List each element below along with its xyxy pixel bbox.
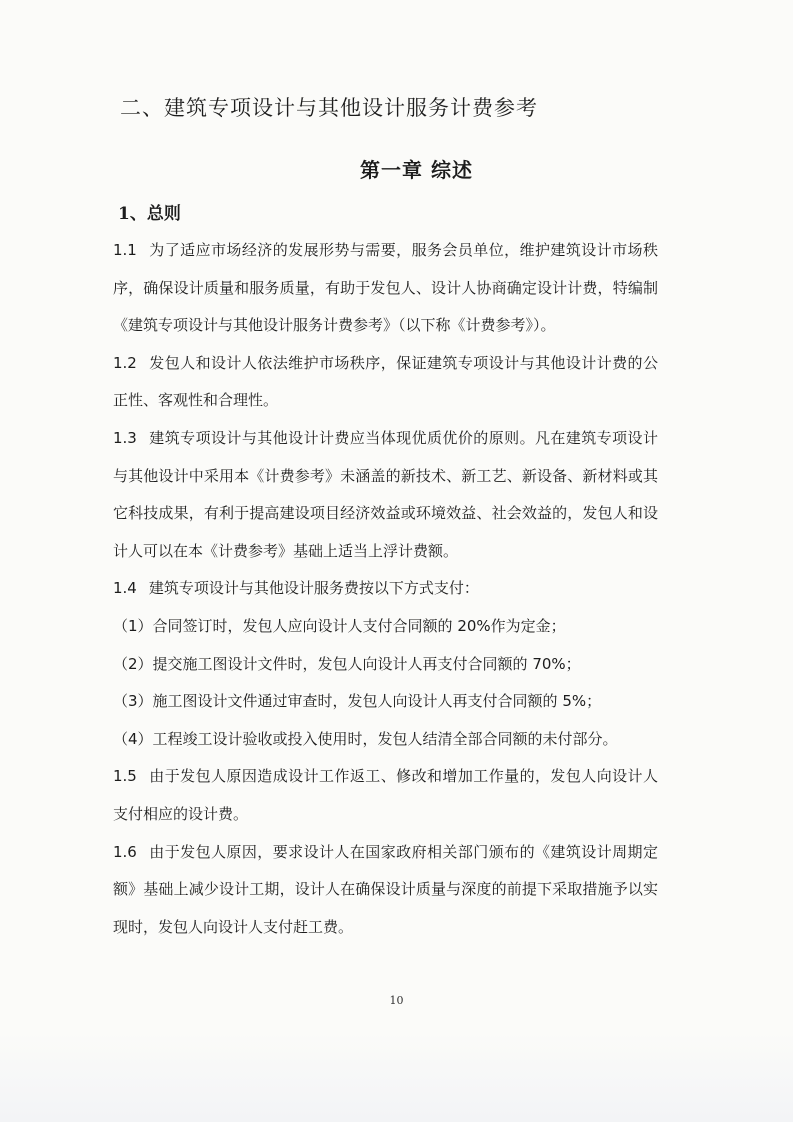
paragraph-1-3: [113, 420, 658, 570]
paragraph-text: 为了适应市场经济的发展形势与需要，服务会员单位，维护建筑设计市场秩序，确保设计质量和服务质量，有助于发包人、设计人协商确定设计计费，特编制《建筑专项设计与其他设计服务计费参考》（以下称《计费参考》）。: [113, 241, 658, 335]
paragraph-1-4: [113, 570, 658, 608]
subsection-title-text: 总则: [146, 204, 181, 224]
chapter-title: 第一章 综述: [360, 158, 473, 182]
paragraph-number: 1.1: [113, 241, 137, 259]
paragraph-number: 1.3: [113, 428, 137, 447]
payment-item-1: （1）合同签订时，发包人应向设计人支付合同额的 20%作为定金；: [113, 616, 566, 635]
payment-item-2: （2）提交施工图设计文件时，发包人向设计人再支付合同额的 70%；: [113, 654, 581, 673]
subsection-number: 1、: [118, 204, 147, 224]
paragraph-text: 由于发包人原因造成设计工作返工、修改和增加工作量的，发包人向设计人支付相应的设计费。: [113, 767, 658, 823]
paragraph-1-2: [113, 345, 658, 420]
paragraph-1-1: [113, 232, 658, 345]
paragraph-number: 1.5: [113, 767, 137, 786]
document-body: [113, 232, 658, 946]
paragraph-1-6: [113, 834, 658, 947]
paragraph-text: 建筑专项设计与其他设计服务费按以下方式支付：: [148, 579, 479, 598]
payment-item-4: （4）工程竣工设计验收或投入使用时，发包人结清全部合同额的未付部分。: [113, 729, 618, 748]
paragraph-text: 由于发包人原因，要求设计人在国家政府相关部门颁布的《建筑设计周期定额》基础上减少设计工期，设计人在确保设计质量与深度的前提下采取措施予以实现时，发包人向设计人支付赶工费。: [113, 842, 658, 936]
page-number: 10: [389, 994, 404, 1007]
scan-shadow: [0, 1032, 793, 1122]
paragraph-number: 1.2: [113, 353, 137, 372]
paragraph-text: 建筑专项设计与其他设计计费应当体现优质优价的原则。凡在建筑专项设计与其他设计中采用本《计费参考》未涵盖的新技术、新工艺、新设备、新材料或其它科技成果，有利于提高建设项目经济效益或环境效益、社会效益的，发包人和设计人可以在本《计费参考》基础上适当上浮计费额。: [113, 428, 658, 560]
paragraph-number: 1.4: [113, 579, 137, 598]
paragraph-1-5: [113, 758, 658, 833]
paragraph-number: 1.6: [113, 842, 137, 861]
paragraph-text: 发包人和设计人依法维护市场秩序，保证建筑专项设计与其他设计计费的公正性、客观性和合理性。: [113, 353, 658, 410]
subsection-title: [118, 199, 181, 224]
section-title: 二、建筑专项设计与其他设计服务计费参考: [120, 96, 538, 120]
payment-item-3: （3）施工图设计文件通过审查时，发包人向设计人再支付合同额的 5%；: [113, 692, 602, 711]
